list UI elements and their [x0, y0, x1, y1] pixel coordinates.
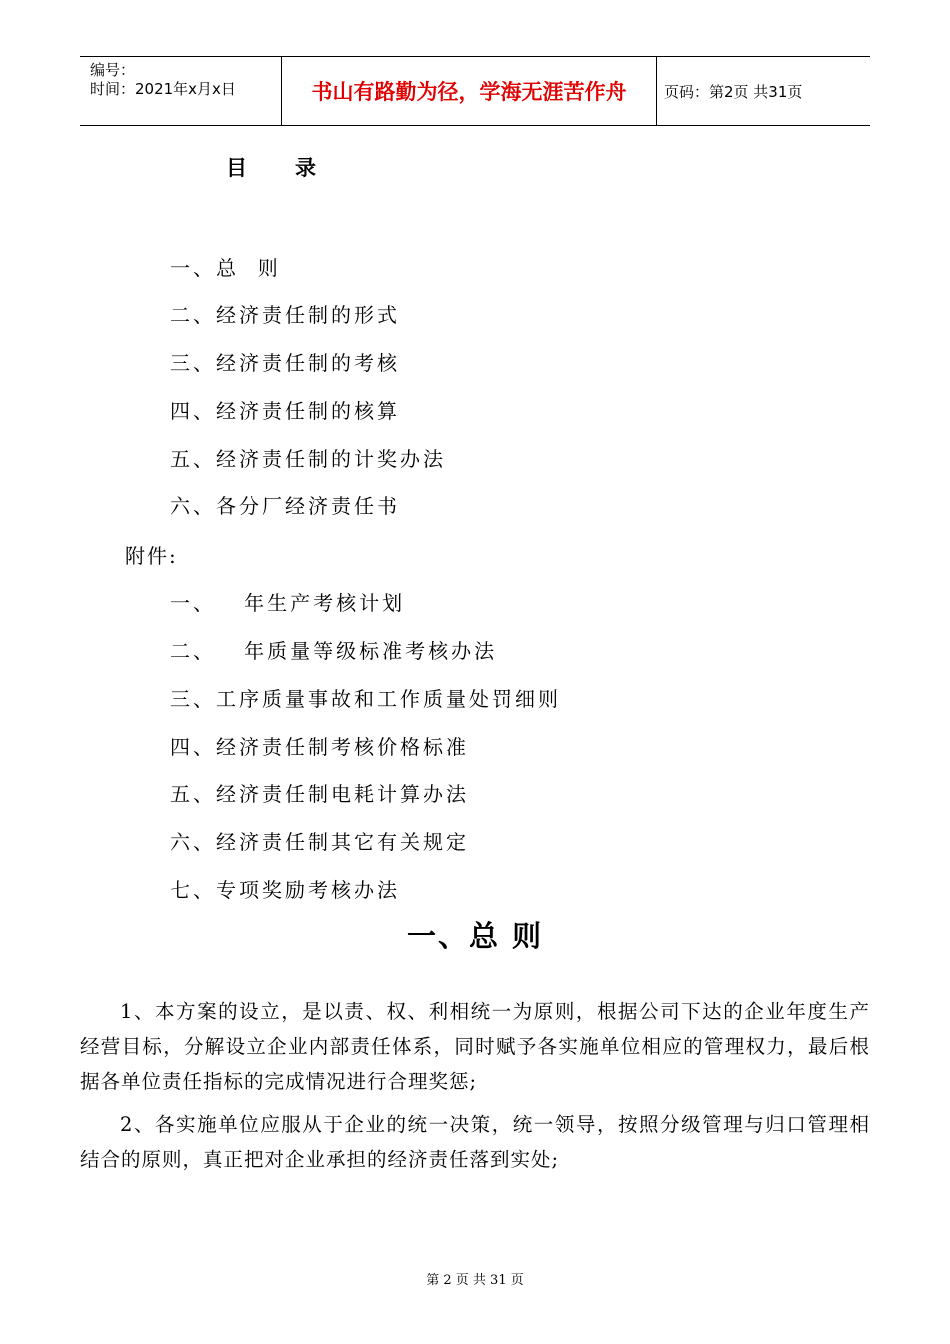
toc-title: 目录 — [226, 156, 364, 180]
attachment-item: 五、经济责任制电耗计算办法 — [170, 782, 469, 806]
toc-item: 五、经济责任制的计奖办法 — [170, 447, 446, 471]
attachment-item: 四、经济责任制考核价格标准 — [170, 735, 469, 759]
serial-number-label: 编号： — [90, 61, 136, 79]
page-header — [80, 56, 870, 126]
header-page-info: 页码：第2页 共31页 — [664, 82, 803, 101]
body-paragraph: 1、本方案的设立，是以责、权、利相统一为原则，根据公司下达的企业年度生产经营目标，分解设立企业内部责任体系，同时赋予各实施单位相应的管理权力，最后根据各单位责任指标的完成情况进行合理奖惩; — [80, 1000, 870, 1093]
attachment-item: 六、经济责任制其它有关规定 — [170, 830, 469, 854]
attachment-item: 二、 年质量等级标准考核办法 — [170, 639, 498, 663]
header-meta — [80, 57, 280, 125]
toc-item: 一、总 则 — [170, 256, 281, 280]
header-motto: 书山有路勤为径，学海无涯苦作舟 — [281, 57, 657, 125]
section-heading: 一、总 则 — [406, 919, 544, 953]
date-text: 时间：2021年x月x日 — [90, 80, 236, 98]
attachment-item: 七、专项奖励考核办法 — [170, 878, 400, 902]
toc-item: 三、经济责任制的考核 — [170, 351, 400, 375]
attachments-label: 附件: — [125, 544, 178, 568]
toc-item: 四、经济责任制的核算 — [170, 399, 400, 423]
toc-item: 六、各分厂经济责任书 — [170, 494, 400, 518]
toc-item: 二、经济责任制的形式 — [170, 303, 400, 327]
body-paragraph: 2、各实施单位应服从于企业的统一决策，统一领导，按照分级管理与归口管理相结合的原则，真正把对企业承担的经济责任落到实处; — [80, 1113, 870, 1171]
attachment-item: 三、工序质量事故和工作质量处罚细则 — [170, 687, 561, 711]
page-footer: 第 2 页 共 31 页 — [426, 1273, 524, 1288]
attachment-item: 一、 年生产考核计划 — [170, 591, 406, 615]
